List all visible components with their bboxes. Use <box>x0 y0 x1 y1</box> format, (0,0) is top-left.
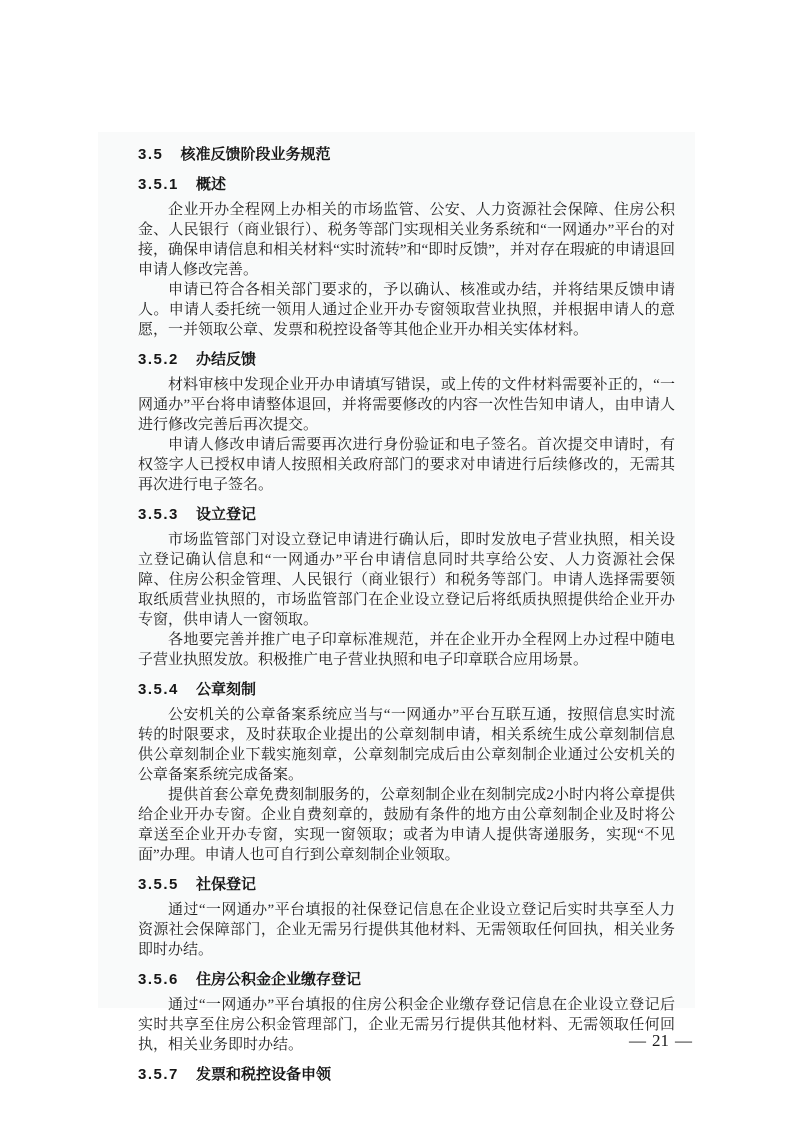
section-number: 3.5.6 <box>138 971 179 988</box>
section-title: 发票和税控设备申领 <box>196 1066 332 1083</box>
section-heading-3-5-3 <box>138 505 675 525</box>
section-title: 核准反馈阶段业务规范 <box>180 146 331 163</box>
section-heading-3-5 <box>138 145 675 165</box>
section-title: 办结反馈 <box>196 351 257 368</box>
paragraph: 市场监管部门对设立登记申请进行确认后，即时发放电子营业执照，相关设立登记确认信息和“一网通办”平台申请信息同时共享给公安、人力资源社会保障、住房公积金管理、人民银行（商业银行）和税务等部门。申请人选择需要领取纸质营业执照的，市场监管部门在企业设立登记后将纸质执照提供给企业开办专窗，供申请人一窗领取。 <box>138 532 675 628</box>
section-number: 3.5.7 <box>138 1066 179 1083</box>
section-heading-3-5-1 <box>138 175 675 195</box>
paragraph: 通过“一网通办”平台填报的社保登记信息在企业设立登记后实时共享至人力资源社会保障部门，企业无需另行提供其他材料、无需领取任何回执，相关业务即时办结。 <box>138 902 675 958</box>
footer-dash-right: — <box>675 1031 692 1050</box>
paragraph: 申请人修改申请后需要再次进行身份验证和电子签名。首次提交申请时，有权签字人已授权申请人按照相关政府部门的要求对申请进行后续修改的，无需其再次进行电子签名。 <box>138 437 675 493</box>
paragraph: 各地要完善并推广电子印章标准规范，并在企业开办全程网上办过程中随电子营业执照发放。积极推广电子营业执照和电子印章联合应用场景。 <box>138 632 675 668</box>
section-title: 公章刻制 <box>196 681 257 698</box>
section-number: 3.5.1 <box>138 176 179 193</box>
section-title: 社保登记 <box>196 876 257 893</box>
section-heading-3-5-2 <box>138 350 675 370</box>
section-heading-3-5-5 <box>138 875 675 895</box>
paragraph: 通过“一网通办”平台填报的住房公积金企业缴存登记信息在企业设立登记后实时共享至住房公积金管理部门，企业无需另行提供其他材料、无需领取任何回执，相关业务即时办结。 <box>138 997 675 1053</box>
footer-dash-left: — <box>629 1031 646 1050</box>
paragraph: 企业开办全程网上办相关的市场监管、公安、人力资源社会保障、住房公积金、人民银行（商业银行）、税务等部门实现相关业务系统和“一网通办”平台的对接，确保申请信息和相关材料“实时流转”和“即时反馈”，并对存在瑕疵的申请退回申请人修改完善。 <box>138 202 675 278</box>
section-number: 3.5.5 <box>138 876 179 893</box>
section-title: 住房公积金企业缴存登记 <box>196 971 362 988</box>
section-heading-3-5-4 <box>138 680 675 700</box>
paragraph: 公安机关的公章备案系统应当与“一网通办”平台互联互通，按照信息实时流转的时限要求，及时获取企业提出的公章刻制申请，相关系统生成公章刻制信息供公章刻制企业下载实施刻章，公章刻制完成后由公章刻制企业通过公安机关的公章备案系统完成备案。 <box>138 707 675 783</box>
paragraph: 材料审核中发现企业开办申请填写错误，或上传的文件材料需要补正的，“一网通办”平台将申请整体退回，并将需要修改的内容一次性告知申请人，由申请人进行修改完善后再次提交。 <box>138 377 675 433</box>
section-title: 设立登记 <box>196 506 257 523</box>
paragraph: 提供首套公章免费刻制服务的，公章刻制企业在刻制完成2小时内将公章提供给企业开办专窗。企业自费刻章的，鼓励有条件的地方由公章刻制企业及时将公章送至企业开办专窗，实现一窗领取；或者为申请人提供寄递服务，实现“不见面”办理。申请人也可自行到公章刻制企业领取。 <box>138 787 675 863</box>
section-number: 3.5.3 <box>138 506 179 523</box>
paragraph: 申请已符合各相关部门要求的，予以确认、核准或办结，并将结果反馈申请人。申请人委托统一领用人通过企业开办专窗领取营业执照，并根据申请人的意愿，一并领取公章、发票和税控设备等其他企业开办相关实体材料。 <box>138 282 675 338</box>
page-footer <box>618 1031 703 1051</box>
section-heading-3-5-6 <box>138 970 675 990</box>
page-number: 21 <box>652 1031 669 1050</box>
section-number: 3.5.2 <box>138 351 179 368</box>
section-heading-3-5-7 <box>138 1065 675 1085</box>
section-title: 概述 <box>196 176 227 193</box>
section-number: 3.5 <box>138 146 164 163</box>
section-number: 3.5.4 <box>138 681 179 698</box>
